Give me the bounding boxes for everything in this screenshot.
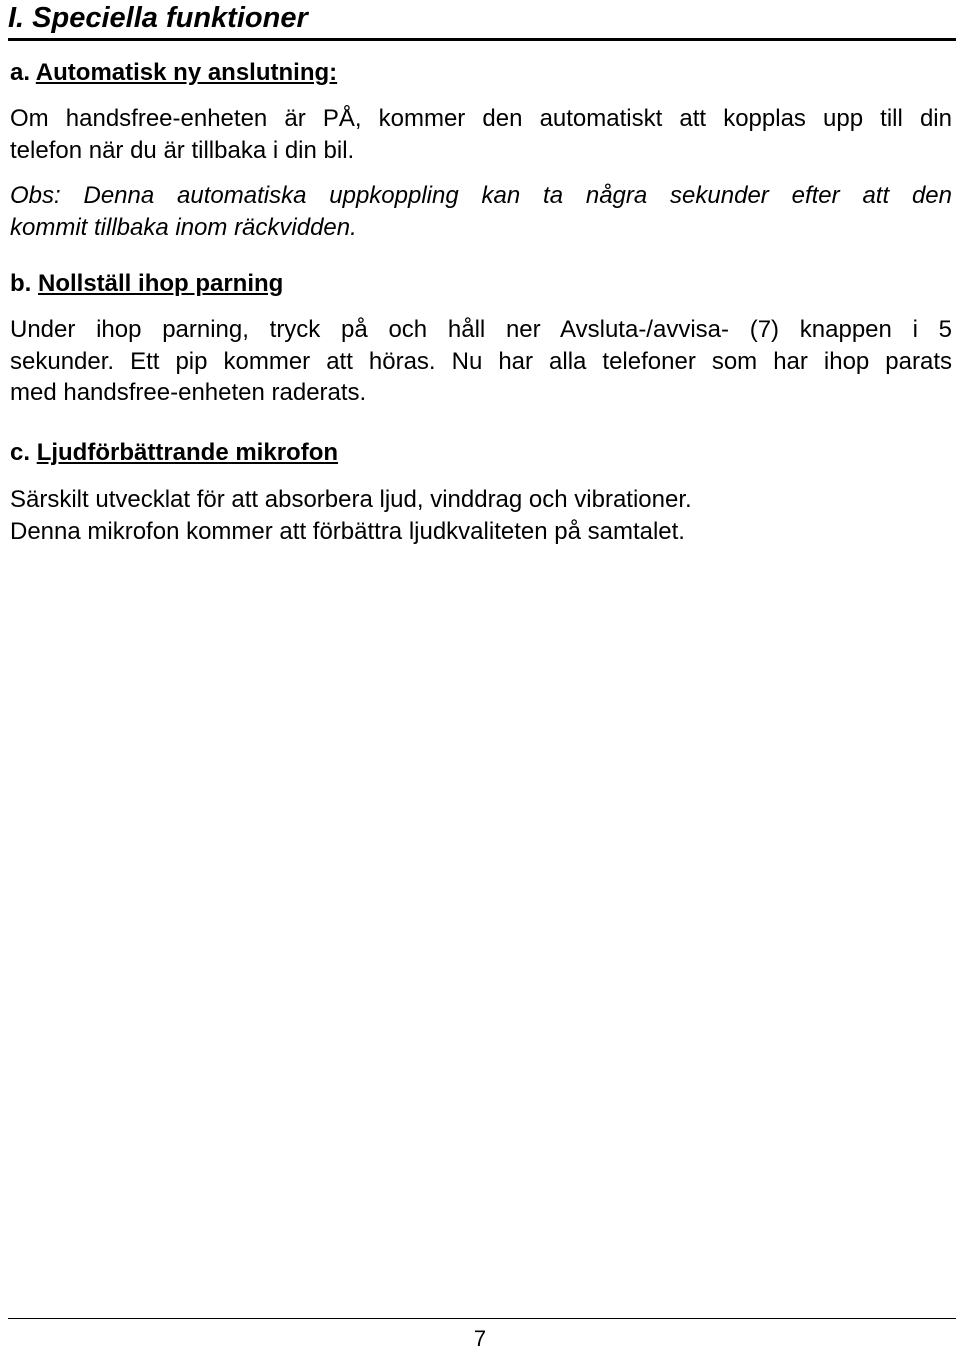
section-a-body-line: telefon när du är tillbaka i din bil. — [10, 136, 355, 164]
section-a-prefix: a. — [10, 59, 31, 86]
section-c-heading — [10, 438, 338, 468]
section-c-body-line: Denna mikrofon kommer att förbättra ljudkvaliteten på samtalet. — [10, 517, 685, 545]
section-a-title: Automatisk ny anslutning: — [35, 59, 338, 86]
section-b-body-line: sekunder. Ett pip kommer att höras. Nu har alla telefoner som har ihop parats — [10, 347, 952, 375]
section-b-prefix: b. — [10, 270, 32, 297]
section-c-title: Ljudförbättrande mikrofon — [36, 439, 339, 466]
section-a-note — [10, 180, 952, 243]
section-a-body — [10, 103, 952, 166]
section-b-body-line: Under ihop parning, tryck på och håll ner Avsluta-/avvisa- (7) knappen i 5 — [10, 316, 952, 343]
section-a-heading — [10, 58, 337, 88]
section-b-body-line: med handsfree-enheten raderats. — [10, 379, 367, 406]
page-number: 7 — [473, 1326, 487, 1351]
section-a-body-line: Om handsfree-enheten är PÅ, kommer den automatiskt att kopplas upp till din — [10, 105, 952, 132]
title-divider — [8, 38, 956, 41]
section-a-note-line: Obs: Denna automatiska uppkoppling kan ta några sekunder efter att den — [10, 182, 952, 209]
section-c-prefix: c. — [10, 439, 31, 466]
section-c-body-line: Särskilt utvecklat för att absorbera ljud, vinddrag och vibrationer. — [10, 486, 692, 513]
page-title: I. Speciella funktioner — [8, 2, 308, 34]
section-b-body — [10, 314, 952, 409]
section-c-body — [10, 484, 952, 547]
section-b-heading — [10, 269, 283, 299]
footer-divider — [8, 1318, 956, 1319]
section-b-title: Nollställ ihop parning — [38, 270, 284, 297]
section-a-note-line: kommit tillbaka inom räckvidden. — [10, 213, 357, 241]
